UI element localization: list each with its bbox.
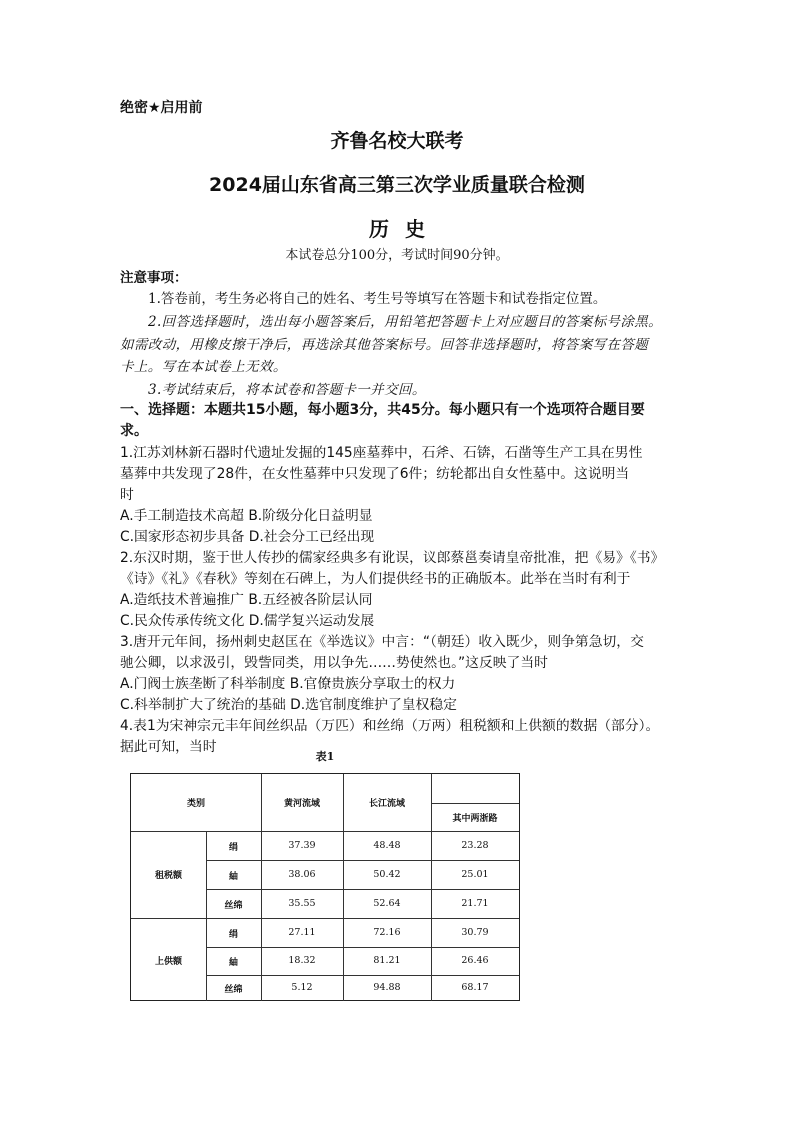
table-row-item: 绢 <box>228 843 238 853</box>
table-cell-liangzhe: 25.01 <box>461 869 489 880</box>
q3-stem-line2: 驰公卿，以求汲引，毁訾同类，用以争先……势使然也。”这反映了当时 <box>120 655 548 671</box>
data-table <box>130 773 520 1001</box>
exam-title-line2: 2024届山东省高三第三次学业质量联合检测 <box>209 174 585 196</box>
table-cell-liangzhe: 21.71 <box>461 898 489 909</box>
table-row-item: 丝绵 <box>224 901 243 911</box>
q2-options-line2: C.民众传承传统文化 D.儒学复兴运动发展 <box>120 613 375 629</box>
q2-options-line1: A.造纸技术普遍推广 B.五经被各阶层认同 <box>120 592 373 608</box>
q1-options-line2: C.国家形态初步具备 D.社会分工已经出现 <box>120 529 375 545</box>
q4-stem-line1: 4.表1为宋神宗元丰年间丝织品（万匹）和丝绵（万两）租税额和上供额的数据（部分）。 <box>120 718 660 734</box>
q1-stem-line1: 1.江苏刘林新石器时代遗址发掘的145座墓葬中，石斧、石锛，石凿等生产工具在男性 <box>120 445 643 461</box>
table-caption: 表1 <box>315 750 335 763</box>
table-cell-yangtze: 52.64 <box>373 898 401 909</box>
score-info: 本试卷总分100分，考试时间90分钟。 <box>285 248 509 263</box>
table-cell-yellow: 18.32 <box>288 955 316 966</box>
section1-heading-line2: 求。 <box>120 423 148 439</box>
q3-stem-line1: 3.唐开元年间，扬州刺史赵匡在《举选议》中言：“（朝廷）收入既少，则争第急切，交 <box>120 634 644 650</box>
subject-title: 历史 <box>369 217 441 241</box>
table-row-item: 绢 <box>228 930 238 940</box>
table-cell-yangtze: 94.88 <box>373 982 401 993</box>
q2-stem-line1: 2.东汉时期，鉴于世人传抄的儒家经典多有讹误，议郎蔡邕奏请皇帝批准，把《易》《书》 <box>120 550 665 566</box>
table-cell-yangtze: 50.42 <box>373 869 401 880</box>
notice-item-3: 3.考试结束后，将本试卷和答题卡一并交回。 <box>148 382 426 398</box>
header-yellow-river: 黄河流域 <box>283 799 320 809</box>
q4-stem-line2: 据此可知，当时 <box>120 739 217 755</box>
notice-item-2-line3: 卡上。写在本试卷上无效。 <box>120 359 287 375</box>
table-row-item: 丝绵 <box>224 985 243 995</box>
table-cell-yangtze: 48.48 <box>373 840 401 851</box>
notice-item-2-line2: 如需改动，用橡皮擦干净后，再选涂其他答案标号。回答非选择题时，将答案写在答题 <box>120 337 649 353</box>
table-cell-yellow: 38.06 <box>288 869 316 880</box>
q1-options-line1: A.手工制造技术高超 B.阶级分化日益明显 <box>120 508 373 524</box>
section1-heading-line1: 一、选择题：本题共15小题，每小题3分，共45分。每小题只有一个选项符合题目要 <box>120 402 645 418</box>
notice-heading: 注意事项： <box>120 270 188 286</box>
header-yangtze: 长江流域 <box>368 799 405 809</box>
exam-title-line1: 齐鲁名校大联考 <box>330 130 464 152</box>
q3-options-line1: A.门阀士族垄断了科举制度 B.官僚贵族分享取士的权力 <box>120 676 456 692</box>
table-cell-yellow: 35.55 <box>288 898 316 909</box>
table-row-item: 紬 <box>228 958 238 968</box>
table-cell-yellow: 5.12 <box>291 982 313 993</box>
table-cell-liangzhe: 26.46 <box>461 955 489 966</box>
table-cell-liangzhe: 68.17 <box>461 982 489 993</box>
table-cell-yangtze: 81.21 <box>373 955 401 966</box>
table-cell-liangzhe: 30.79 <box>461 927 489 938</box>
table-cell-yangtze: 72.16 <box>373 927 401 938</box>
table-cell-yellow: 27.11 <box>288 927 316 938</box>
header-category: 类别 <box>186 799 205 809</box>
q2-stem-line2: 《诗》《礼》《春秋》等刻在石碑上，为人们提供经书的正确版本。此举在当时有利于 <box>120 571 631 587</box>
table-row-item: 紬 <box>228 872 238 882</box>
table-cell-yellow: 37.39 <box>288 840 316 851</box>
secret-mark: 绝密★启用前 <box>120 100 203 116</box>
notice-item-1: 1.答卷前，考生务必将自己的姓名、考生号等填写在答题卡和试卷指定位置。 <box>148 291 607 307</box>
group-label-tax: 租税额 <box>154 871 182 881</box>
group-label-tribute: 上供额 <box>154 957 182 967</box>
notice-item-2-line1: 2.回答选择题时，选出每小题答案后，用铅笔把答题卡上对应题目的答案标号涂黑。 <box>148 314 663 330</box>
table-cell-liangzhe: 23.28 <box>461 840 489 851</box>
q3-options-line2: C.科举制扩大了统治的基础 D.选官制度维护了皇权稳定 <box>120 697 457 713</box>
q1-stem-line2: 墓葬中共发现了28件，在女性墓葬中只发现了6件；纺轮都出自女性墓中。这说明当 <box>120 466 630 482</box>
header-liangzhe: 其中两浙路 <box>452 814 498 824</box>
q1-stem-line3: 时 <box>120 487 134 503</box>
